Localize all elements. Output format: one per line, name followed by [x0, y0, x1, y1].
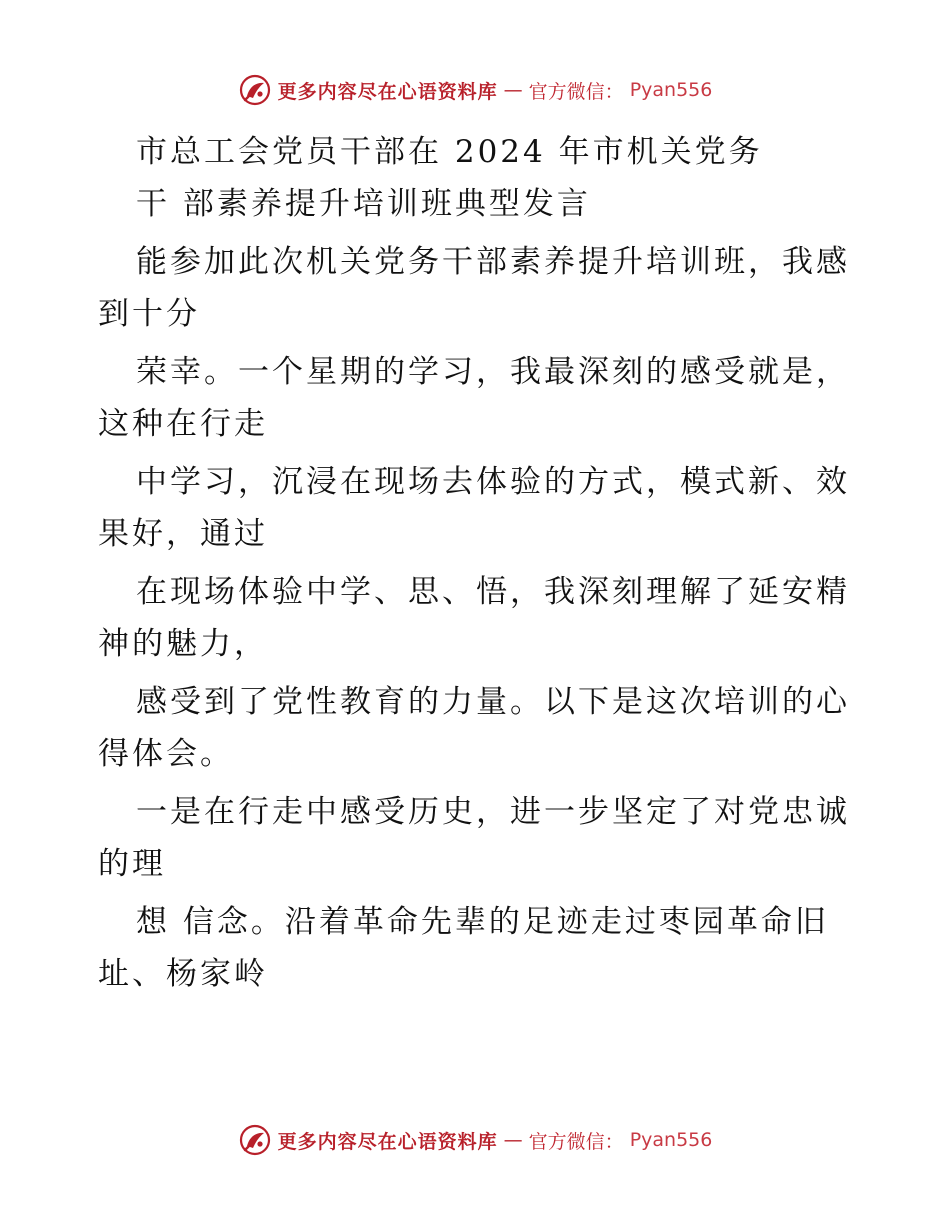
- header-watermark: [0, 70, 950, 110]
- watermark-wechat-label: 官方微信：: [528, 80, 624, 103]
- text-line: 感受到了党性教育的力量。以下是这次培训的心: [136, 684, 850, 720]
- text-line: 到十分: [98, 296, 200, 332]
- brand-logo-icon: [238, 73, 272, 107]
- brand-logo-icon: [238, 1123, 272, 1157]
- text-line: 在现场体验中学、思、悟，我深刻理解了延安精: [136, 574, 850, 610]
- watermark-wechat-label: 官方微信：: [528, 1130, 624, 1153]
- text-line: 这种在行走: [98, 406, 268, 442]
- watermark-wechat-id: Pyan556: [629, 79, 713, 101]
- text-line: 得体会。: [98, 736, 234, 772]
- watermark-separator: —: [503, 79, 523, 101]
- text-line: 能参加此次机关党务干部素养提升培训班，我感: [136, 244, 850, 280]
- text-line: 荣幸。一个星期的学习，我最深刻的感受就是，: [136, 354, 850, 390]
- text-line: 中学习，沉浸在现场去体验的方式，模式新、效: [136, 464, 850, 500]
- text-line: 一是在行走中感受历史，进一步坚定了对党忠诚: [136, 794, 850, 830]
- text-line: 址、杨家岭: [98, 956, 268, 992]
- watermark-brand: 更多内容尽在心语资料库: [277, 1130, 498, 1153]
- watermark-brand: 更多内容尽在心语资料库: [277, 80, 498, 103]
- footer-watermark: [0, 1120, 950, 1160]
- text-line: 果好，通过: [98, 516, 268, 552]
- watermark-wechat-id: Pyan556: [629, 1129, 713, 1151]
- text-line: 想 信念。沿着革命先辈的足迹走过枣园革命旧: [136, 904, 829, 940]
- text-line: 的理: [98, 846, 166, 882]
- watermark-separator: —: [503, 1129, 523, 1151]
- title-line-1: 市总工会党员干部在 2024 年市机关党务: [136, 134, 763, 170]
- document-body: [98, 126, 858, 1000]
- title-line-2: 干 部素养提升培训班典型发言: [136, 186, 591, 222]
- text-line: 神的魅力，: [98, 626, 268, 662]
